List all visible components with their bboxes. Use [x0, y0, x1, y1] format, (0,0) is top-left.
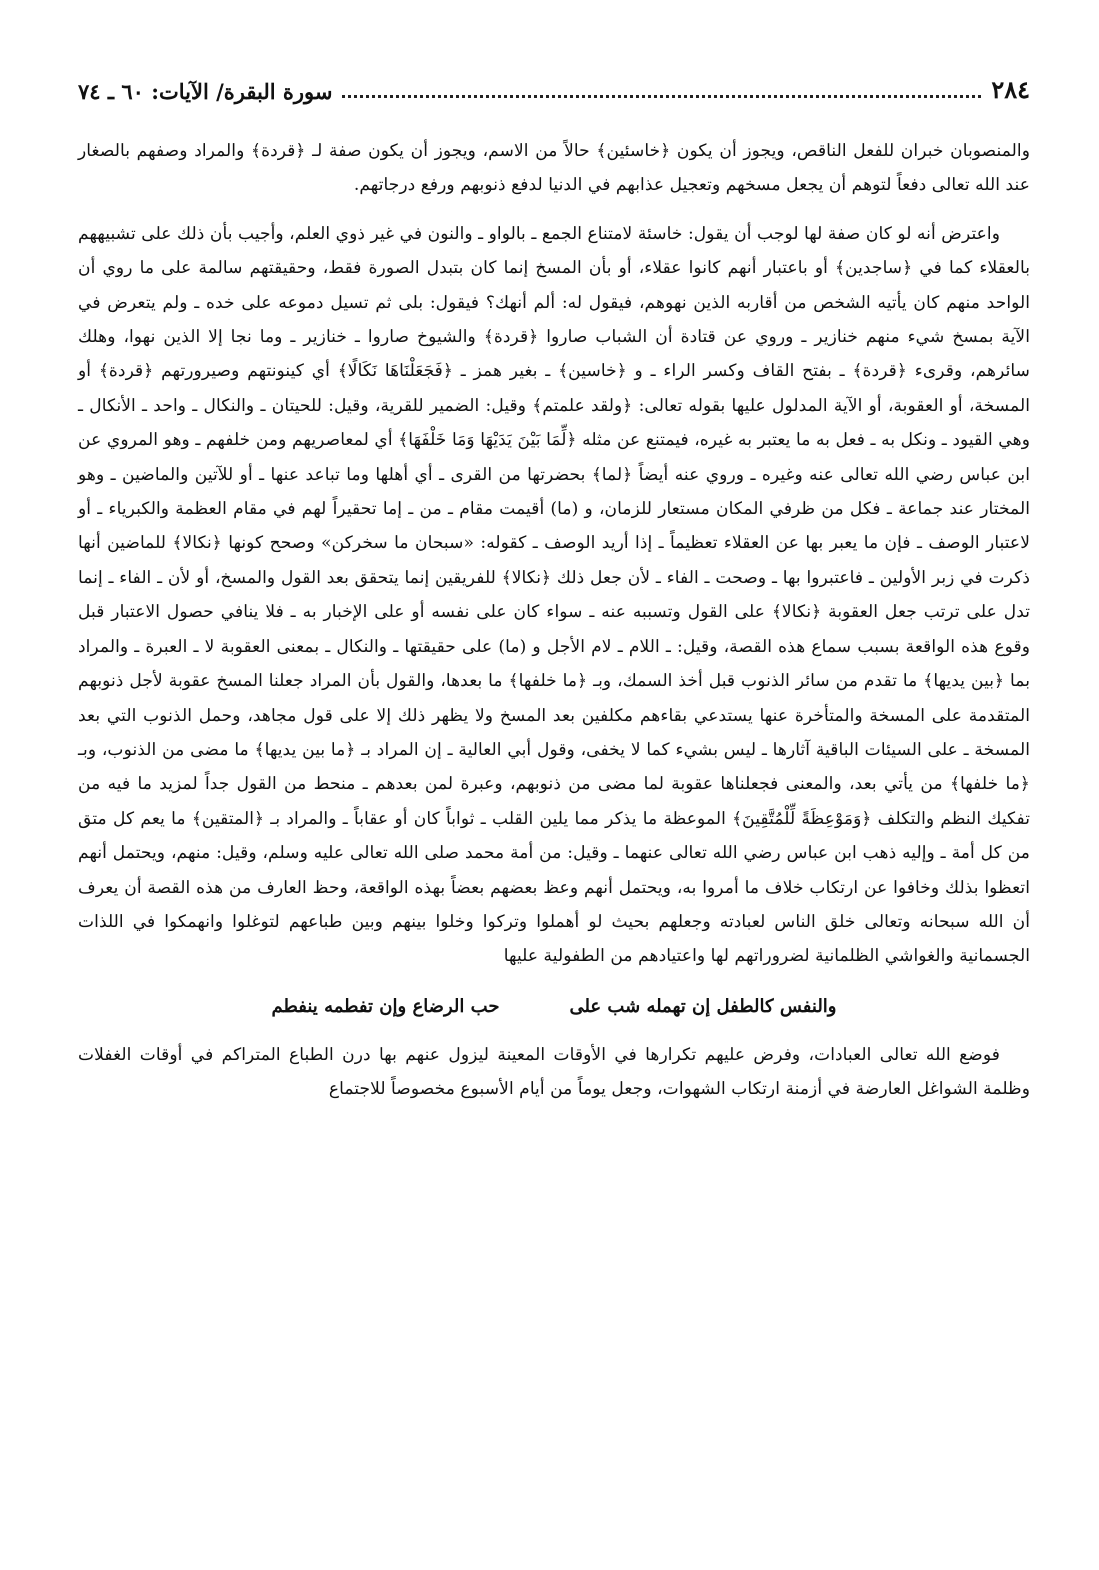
- running-title: سورة البقرة/ الآيات: ٦٠ ـ ٧٤: [78, 79, 333, 104]
- poetry-verse: [78, 990, 1030, 1024]
- document-page: [78, 70, 1030, 1550]
- verse-second-hemistich: حب الرضاع وإن تفطمه ينفطم: [271, 995, 500, 1017]
- paragraph-1: والمنصوبان خبران للفعل الناقص، ويجوز أن يكون ﴿خاسئين﴾ حالاً من الاسم، ويجوز أن يكون صفة لـ ﴿قردة﴾ والمراد وصفهم بالصغار عند الله تعالى دفعاً لتوهم أن يجعل مسخهم وتعجيل عذابهم في الدنيا لدفع ذنوبهم ورفع درجاتهم.: [78, 141, 1030, 196]
- paragraph-2: واعترض أنه لو كان صفة لها لوجب أن يقول: خاسئة لامتناع الجمع ـ بالواو ـ والنون في غير ذوي العلم، وأجيب بأن ذلك على تشبيههم بالعقلاء كما في ﴿ساجدين﴾ أو باعتبار أنهم كانوا عقلاء، أو بأن المسخ إنما كان بتبدل الصورة فقط، وحقيقتهم سالمة على ما روي أن الواحد منهم كان يأتيه الشخص من أقاربه الذين نهوهم، فيقول له: ألم أنهك؟ فيقول: بلى ثم تسيل دموعه على خده ـ ولم يتعرض في الآية بمسخ شيء منهم خنازير ـ وروي عن قتادة أن الشباب صاروا ﴿قردة﴾ والشيوخ صاروا ـ خنازير ـ وما نجا إلا الذين نهوا، وهلك سائرهم، وقرىء ﴿قردة﴾ ـ بفتح القاف وكسر الراء ـ و ﴿خاسين﴾ ـ بغير همز ـ ﴿فَجَعَلْنَاهَا نَكَالًا﴾ أي كينونتهم وصيرورتهم ﴿قردة﴾ أو المسخة، أو العقوبة، أو الآية المدلول عليها بقوله تعالى: ﴿ولقد علمتم﴾ وقيل: الضمير للقرية، وقيل: للحيتان ـ والنكال ـ واحد ـ الأنكال ـ وهي القيود ـ ونكل به ـ فعل به ما يعتبر به غيره، فيمتنع عن مثله ﴿لِّمَا بَيْنَ يَدَيْهَا وَمَا خَلْفَهَا﴾ أي لمعاصريهم ومن خلفهم ـ وهو المروي عن ابن عباس رضي الله تعالى عنه وغيره ـ وروي عنه أيضاً ﴿لما﴾ بحضرتها من القرى ـ أي أهلها وما تباعد عنها ـ أو للآتين والماضين ـ وهو المختار عند جماعة ـ فكل من ظرفي المكان مستعار للزمان، و (ما) أقيمت مقام ـ من ـ إما تحقيراً لهم في مقام العظمة والكبرياء ـ أو لاعتبار الوصف ـ فإن ما يعبر بها عن العقلاء تعظيماً ـ إذا أريد الوصف ـ كقوله: «سبحان ما سخركن» وصحح كونها ﴿نكالا﴾ للماضين أنها ذكرت في زبر الأولين ـ فاعتبروا بها ـ وصحت ـ الفاء ـ لأن جعل ذلك ﴿نكالا﴾ للفريقين إنما يتحقق بعد القول والمسخ، أو لأن ـ الفاء ـ إنما تدل على ترتب جعل العقوبة ﴿نكالا﴾ على القول وتسببه عنه ـ سواء كان على نفسه أو على الإخبار به ـ فلا ينافي حصول الاعتبار قبل وقوع هذه الواقعة بسبب سماع هذه القصة، وقيل: ـ اللام ـ لام الأجل و (ما) على حقيقتها ـ والنكال ـ بمعنى العقوبة لا ـ العبرة ـ والمراد بما ﴿بين يديها﴾ ما تقدم من سائر الذنوب قبل أخذ السمك، وبـ ﴿ما خلفها﴾ ما بعدها، والقول بأن المراد جعلنا المسخ عقوبة لأجل ذنوبهم المتقدمة على المسخة والمتأخرة عنها يستدعي بقاءهم مكلفين بعد المسخ ولا يظهر ذلك إلا على قول مجاهد، وحمل الذنوب التي بعد المسخة ـ على السيئات الباقية آثارها ـ ليس بشيء كما لا يخفى، وقول أبي العالية ـ إن المراد بـ ﴿ما بين يديها﴾ ما مضى من الذنوب، وبـ ﴿ما خلفها﴾ من يأتي بعد، والمعنى فجعلناها عقوبة لما مضى من ذنوبهم، وعبرة لمن بعدهم ـ منحط من القول جداً لمزيد ما فيه من تفكيك النظم والتكلف ﴿وَمَوْعِظَةً لِّلْمُتَّقِينَ﴾ الموعظة ما يذكر مما يلين القلب ـ ثواباً كان أو عقاباً ـ والمراد بـ ﴿المتقين﴾ ما يعم كل متق من كل أمة ـ وإليه ذهب ابن عباس رضي الله تعالى عنهما ـ وقيل: من أمة محمد صلى الله تعالى عليه وسلم، وقيل: منهم، ويحتمل أنهم اتعظوا بذلك وخافوا عن ارتكاب خلاف ما أمروا به، ويحتمل أنهم وعظ بعضهم بعضاً بهذه الواقعة، وحظ العارف من هذه القصة أن يعرف أن الله سبحانه وتعالى خلق الناس لعبادته وجعلهم بحيث لو أهملوا وتركوا وخلوا بينهم وبين طباعهم لتوغلوا وانهمكوا في اللذات الجسمانية والغواشي الظلمانية لضروراتهم لها واعتيادهم من الطفولية عليها: [78, 223, 1030, 967]
- header-dot-leader: [342, 95, 981, 98]
- page-number: ٢٨٤: [991, 75, 1030, 104]
- body-text: [78, 134, 1030, 1107]
- verse-first-hemistich: والنفس كالطفل إن تهمله شب على: [569, 995, 837, 1017]
- closing-paragraph: فوضع الله تعالى العبادات، وفرض عليهم تكرارها في الأوقات المعينة ليزول عنهم بها درن الطباع المتراكم في أوقات الغفلات وظلمة الشواغل العارضة في أزمنة ارتكاب الشهوات، وجعل يوماً من أيام الأسبوع مخصوصاً للاجتماع: [78, 1044, 1030, 1100]
- page-header: [78, 70, 1030, 104]
